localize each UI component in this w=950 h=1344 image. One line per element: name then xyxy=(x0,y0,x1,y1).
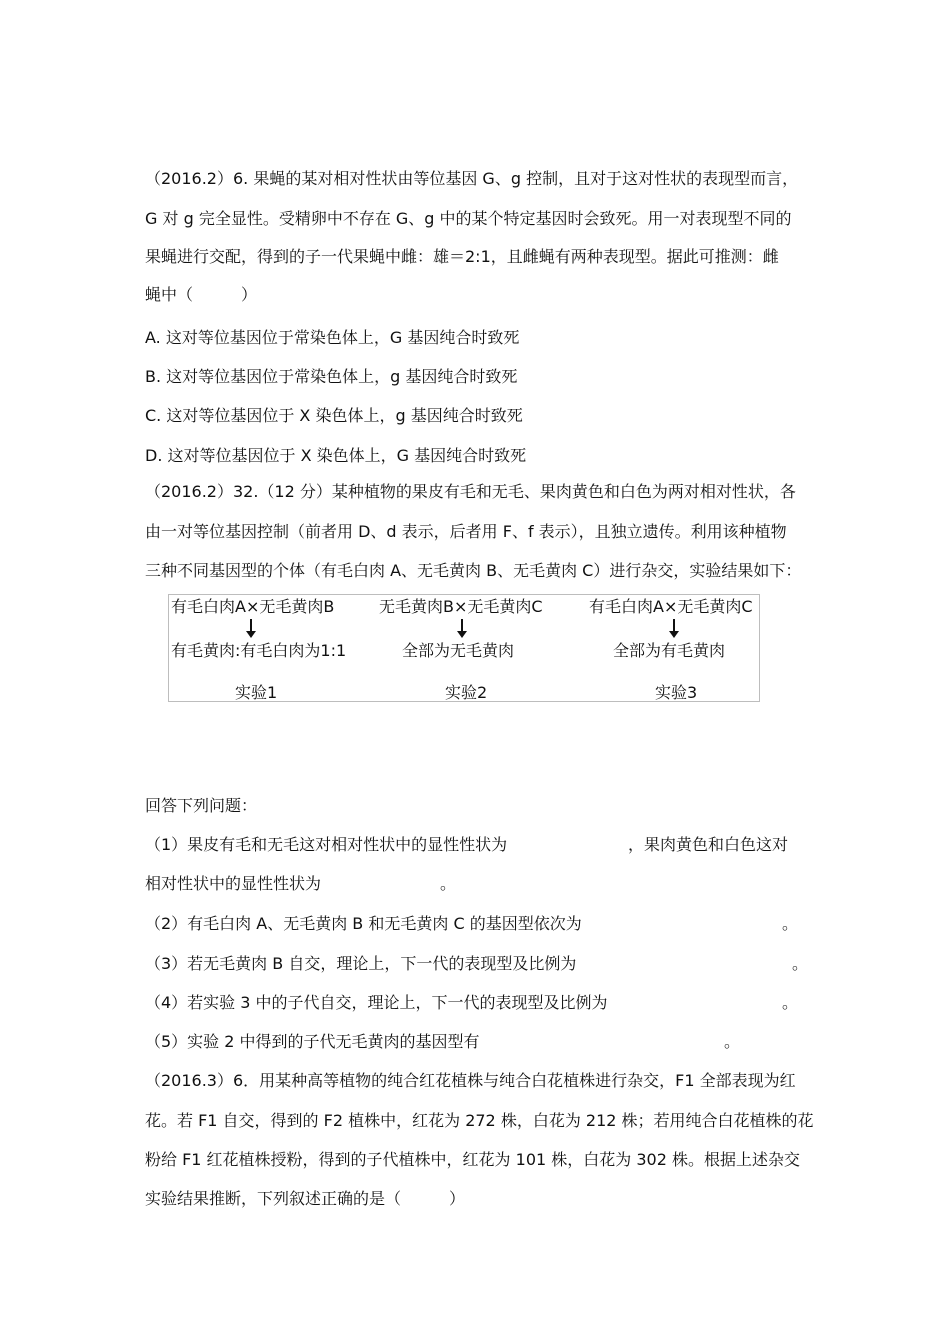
q32-prompt: 回答下列问题： xyxy=(145,796,258,815)
exp2-result: 全部为无毛黄肉 xyxy=(402,641,515,660)
q6-stem-line-3: 果蝇进行交配，得到的子一代果蝇中雌：雄＝2:1，且雌蝇有两种表现型。据此可推测：雌 xyxy=(145,247,779,266)
q32-sub5-end: 。 xyxy=(724,1032,741,1051)
q6-option-c: C. 这对等位基因位于 X 染色体上，g 基因纯合时致死 xyxy=(145,406,523,425)
exp2-label: 实验2 xyxy=(445,683,488,702)
q6-stem-line-2: G 对 g 完全显性。受精卵中不存在 G、g 中的某个特定基因时会致死。用一对表现型不同的 xyxy=(145,209,792,228)
q6-stem-line-1: （2016.2）6. 果蝇的某对相对性状由等位基因 G、g 控制，且对于这对性状的表现型而言， xyxy=(145,169,799,188)
q32-sub4: （4）若实验 3 中的子代自交，理论上，下一代的表现型及比例为 xyxy=(145,993,608,1012)
q6-option-d: D. 这对等位基因位于 X 染色体上，G 基因纯合时致死 xyxy=(145,446,527,465)
q6b-stem-line-2: 花。若 F1 自交，得到的 F2 植株中，红花为 272 株，白花为 212 株；若用纯合白花植株的花 xyxy=(145,1111,814,1130)
exp2-cross: 无毛黄肉B×无毛黄肉C xyxy=(379,597,543,616)
q32-sub3-end: 。 xyxy=(792,954,809,973)
q32-stem-line-3: 三种不同基因型的个体（有毛白肉 A、无毛黄肉 B、无毛黄肉 C）进行杂交，实验结果如下： xyxy=(145,561,802,580)
q32-sub1-line2: 相对性状中的显性性状为 xyxy=(145,874,322,893)
exp3-result: 全部为有毛黄肉 xyxy=(613,641,726,660)
exp1-arrow-icon xyxy=(245,619,257,639)
exp1-cross: 有毛白肉A×无毛黄肉B xyxy=(171,597,335,616)
exp3-label: 实验3 xyxy=(655,683,698,702)
q32-sub4-end: 。 xyxy=(782,993,799,1012)
q32-sub2: （2）有毛白肉 A、无毛黄肉 B 和无毛黄肉 C 的基因型依次为 xyxy=(145,914,582,933)
q32-sub1-line2-end: 。 xyxy=(440,874,457,893)
exp1-result: 有毛黄肉:有毛白肉为1:1 xyxy=(171,641,347,660)
q32-sub5: （5）实验 2 中得到的子代无毛黄肉的基因型有 xyxy=(145,1032,480,1051)
exp2-arrow-icon xyxy=(456,619,468,639)
q6-option-b: B. 这对等位基因位于常染色体上，g 基因纯合时致死 xyxy=(145,367,518,386)
exp3-cross: 有毛白肉A×无毛黄肉C xyxy=(589,597,753,616)
q6b-stem-line-4: 实验结果推断，下列叙述正确的是（ ） xyxy=(145,1189,466,1208)
q32-stem-line-2: 由一对等位基因控制（前者用 D、d 表示，后者用 F、f 表示），且独立遗传。利用该种植物 xyxy=(145,522,787,541)
q6-option-a: A. 这对等位基因位于常染色体上，G 基因纯合时致死 xyxy=(145,328,520,347)
q32-sub2-end: 。 xyxy=(782,914,799,933)
q32-stem-line-1: （2016.2）32.（12 分）某种植物的果皮有毛和无毛、果肉黄色和白色为两对相对性状，各 xyxy=(145,482,796,501)
q32-sub3: （3）若无毛黄肉 B 自交，理论上，下一代的表现型及比例为 xyxy=(145,954,577,973)
q6-stem-line-4: 蝇中（ ） xyxy=(145,285,258,304)
q6b-stem-line-1: （2016.3）6．用某种高等植物的纯合红花植株与纯合白花植株进行杂交，F1 全部表现为红 xyxy=(145,1071,796,1090)
experiment-figure xyxy=(168,594,760,702)
q32-sub1-line1: （1）果皮有毛和无毛这对相对性状中的显性性状为 xyxy=(145,835,508,854)
q32-sub1-line1-end: ，果肉黄色和白色这对 xyxy=(628,835,789,854)
exp1-label: 实验1 xyxy=(235,683,278,702)
exp3-arrow-icon xyxy=(668,619,680,639)
q6b-stem-line-3: 粉给 F1 红花植株授粉，得到的子代植株中，红花为 101 株，白花为 302 株。根据上述杂交 xyxy=(145,1150,800,1169)
